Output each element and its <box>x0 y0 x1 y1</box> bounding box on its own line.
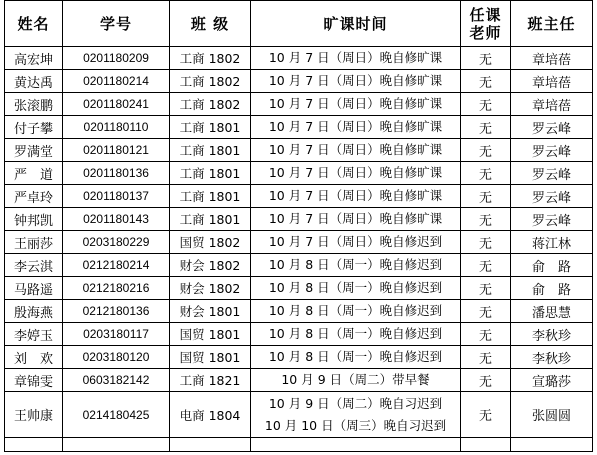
cell-student-id: 0203180120 <box>63 346 170 369</box>
cell-head-teacher: 蒋江林 <box>511 231 593 254</box>
cell-student-id: 0201180241 <box>63 93 170 116</box>
table-row <box>5 277 593 300</box>
cell-class: 工商 1801 <box>170 185 251 208</box>
cell-head-teacher: 罗云峰 <box>511 116 593 139</box>
cell-absence-time: 10 月 8 日（周一）晚自修迟到 <box>251 277 461 300</box>
cell-teacher: 无 <box>461 231 511 254</box>
cell-name: 王丽莎 <box>5 231 63 254</box>
header-class: 班 级 <box>170 1 251 47</box>
cell-absence-time: 10 月 8 日（周一）晚自修迟到 <box>251 323 461 346</box>
cell-head-teacher: 罗云峰 <box>511 185 593 208</box>
header-absence-time: 旷课时间 <box>251 1 461 47</box>
cell-class: 工商 1801 <box>170 208 251 231</box>
cell-absence-time-line2: 10 月 10 日（周三）晚自习迟到 <box>264 417 447 433</box>
cell-teacher: 无 <box>461 116 511 139</box>
cell-class: 财会 1802 <box>170 254 251 277</box>
cell-head-teacher: 章培蓓 <box>511 93 593 116</box>
cell-head-teacher: 李秋珍 <box>511 323 593 346</box>
cell-teacher: 无 <box>461 185 511 208</box>
cell-name: 高宏坤 <box>5 47 63 70</box>
cell-head-teacher: 罗云峰 <box>511 162 593 185</box>
cell-student-id: 0212180216 <box>63 277 170 300</box>
table-row <box>5 231 593 254</box>
cell-head-teacher: 章培蓓 <box>511 70 593 93</box>
cell-absence-time: 10 月 7 日（周日）晚自修旷课 <box>251 70 461 93</box>
cell-head-teacher: 罗云峰 <box>511 139 593 162</box>
cell-student-id: 0201180110 <box>63 116 170 139</box>
cell-class: 工商 1801 <box>170 116 251 139</box>
cell-name: 章锦雯 <box>5 369 63 392</box>
cell-teacher: 无 <box>461 300 511 323</box>
table-row <box>5 70 593 93</box>
table-row <box>5 323 593 346</box>
cell-student-id: 0214180425 <box>63 392 170 438</box>
cell-teacher: 无 <box>461 93 511 116</box>
cell-absence-time: 10 月 8 日（周一）晚自修迟到 <box>251 254 461 277</box>
cell-head-teacher: 俞 路 <box>511 254 593 277</box>
cell-absence-time: 10 月 7 日（周日）晚自修旷课 <box>251 185 461 208</box>
cell-head-teacher: 宣璐莎 <box>511 369 593 392</box>
cell-absence-time: 10 月 7 日（周日）晚自修旷课 <box>251 47 461 70</box>
cell-class: 工商 1801 <box>170 139 251 162</box>
cell-class: 工商 1802 <box>170 47 251 70</box>
table-row <box>5 300 593 323</box>
cell-name: 李云淇 <box>5 254 63 277</box>
cell-student-id: 0203180229 <box>63 231 170 254</box>
cell-absence-time: 10 月 7 日（周日）晚自修旷课 <box>251 208 461 231</box>
cell-class: 国贸 1801 <box>170 346 251 369</box>
table-row <box>5 93 593 116</box>
cell-name: 张滚鹏 <box>5 93 63 116</box>
cell-class: 工商 1802 <box>170 93 251 116</box>
header-student-id: 学号 <box>63 1 170 47</box>
cell-student-id: 0201180143 <box>63 208 170 231</box>
cell-class: 工商 1801 <box>170 162 251 185</box>
cell-class: 电商 1804 <box>170 392 251 438</box>
cell-student-id: 0212180214 <box>63 254 170 277</box>
cell-student-id: 0201180209 <box>63 47 170 70</box>
absence-table <box>4 0 593 452</box>
cell-teacher: 无 <box>461 139 511 162</box>
cell-head-teacher: 李秋珍 <box>511 346 593 369</box>
cell-teacher: 无 <box>461 162 511 185</box>
cell-name: 黄达禹 <box>5 70 63 93</box>
table-row <box>5 116 593 139</box>
cell-absence-time: 10 月 9 日（周二）带早餐 <box>251 369 461 392</box>
cell-head-teacher: 张圆圆 <box>511 392 593 438</box>
cell-teacher: 无 <box>461 277 511 300</box>
cell-student-id: 0201180214 <box>63 70 170 93</box>
cell-name: 付子攀 <box>5 116 63 139</box>
header-teacher <box>461 1 511 47</box>
cell-absence-time: 10 月 7 日（周日）晚自修旷课 <box>251 93 461 116</box>
cell-student-id: 0603182142 <box>63 369 170 392</box>
table-row <box>5 185 593 208</box>
cell-student-id: 0201180121 <box>63 139 170 162</box>
cell-teacher: 无 <box>461 70 511 93</box>
header-head-teacher: 班主任 <box>511 1 593 47</box>
cell-absence-time: 10 月 7 日（周日）晚自修迟到 <box>251 231 461 254</box>
cell-name: 严卓玲 <box>5 185 63 208</box>
cell-student-id: 0201180136 <box>63 162 170 185</box>
cell-student-id: 0201180137 <box>63 185 170 208</box>
cell-student-id: 0212180136 <box>63 300 170 323</box>
header-teacher-line2: 老师 <box>469 23 502 42</box>
table-row <box>5 162 593 185</box>
cell-name: 王帅康 <box>5 392 63 438</box>
cell-teacher: 无 <box>461 323 511 346</box>
cell-teacher: 无 <box>461 208 511 231</box>
cell-name: 李婷玉 <box>5 323 63 346</box>
cell-head-teacher: 章培蓓 <box>511 47 593 70</box>
table-row <box>5 254 593 277</box>
cell-absence-time: 10 月 8 日（周一）晚自修迟到 <box>251 300 461 323</box>
cell-name: 殷海燕 <box>5 300 63 323</box>
cell-teacher: 无 <box>461 392 511 438</box>
cell-name: 严 道 <box>5 162 63 185</box>
table-row <box>5 346 593 369</box>
cell-head-teacher: 俞 路 <box>511 277 593 300</box>
cell-name: 钟邦凯 <box>5 208 63 231</box>
cell-name: 刘 欢 <box>5 346 63 369</box>
cell-absence-time: 10 月 7 日（周日）晚自修旷课 <box>251 162 461 185</box>
cell-absence-time: 10 月 7 日（周日）晚自修旷课 <box>251 139 461 162</box>
table-row-cutoff <box>5 438 593 452</box>
cell-absence-time: 10 月 8 日（周一）晚自修迟到 <box>251 346 461 369</box>
cell-absence-time <box>251 392 461 438</box>
cell-teacher: 无 <box>461 346 511 369</box>
table-row <box>5 47 593 70</box>
table-row <box>5 139 593 162</box>
cell-class: 国贸 1801 <box>170 323 251 346</box>
cell-class: 财会 1801 <box>170 300 251 323</box>
cell-class: 财会 1802 <box>170 277 251 300</box>
header-row <box>5 1 593 47</box>
cell-student-id: 0203180117 <box>63 323 170 346</box>
header-teacher-line1: 任课 <box>469 5 502 24</box>
cell-class: 工商 1821 <box>170 369 251 392</box>
cell-class: 工商 1802 <box>170 70 251 93</box>
cell-teacher: 无 <box>461 254 511 277</box>
cell-absence-time: 10 月 7 日（周日）晚自修旷课 <box>251 116 461 139</box>
cell-head-teacher: 潘思慧 <box>511 300 593 323</box>
cell-name: 马路遥 <box>5 277 63 300</box>
header-name: 姓名 <box>5 1 63 47</box>
cell-head-teacher: 罗云峰 <box>511 208 593 231</box>
table-row <box>5 369 593 392</box>
cell-absence-time-line1: 10 月 9 日（周二）晚自习迟到 <box>268 395 443 411</box>
cell-teacher: 无 <box>461 47 511 70</box>
cell-teacher: 无 <box>461 369 511 392</box>
table-row <box>5 392 593 438</box>
table-row <box>5 208 593 231</box>
cell-name: 罗满堂 <box>5 139 63 162</box>
cell-class: 国贸 1802 <box>170 231 251 254</box>
